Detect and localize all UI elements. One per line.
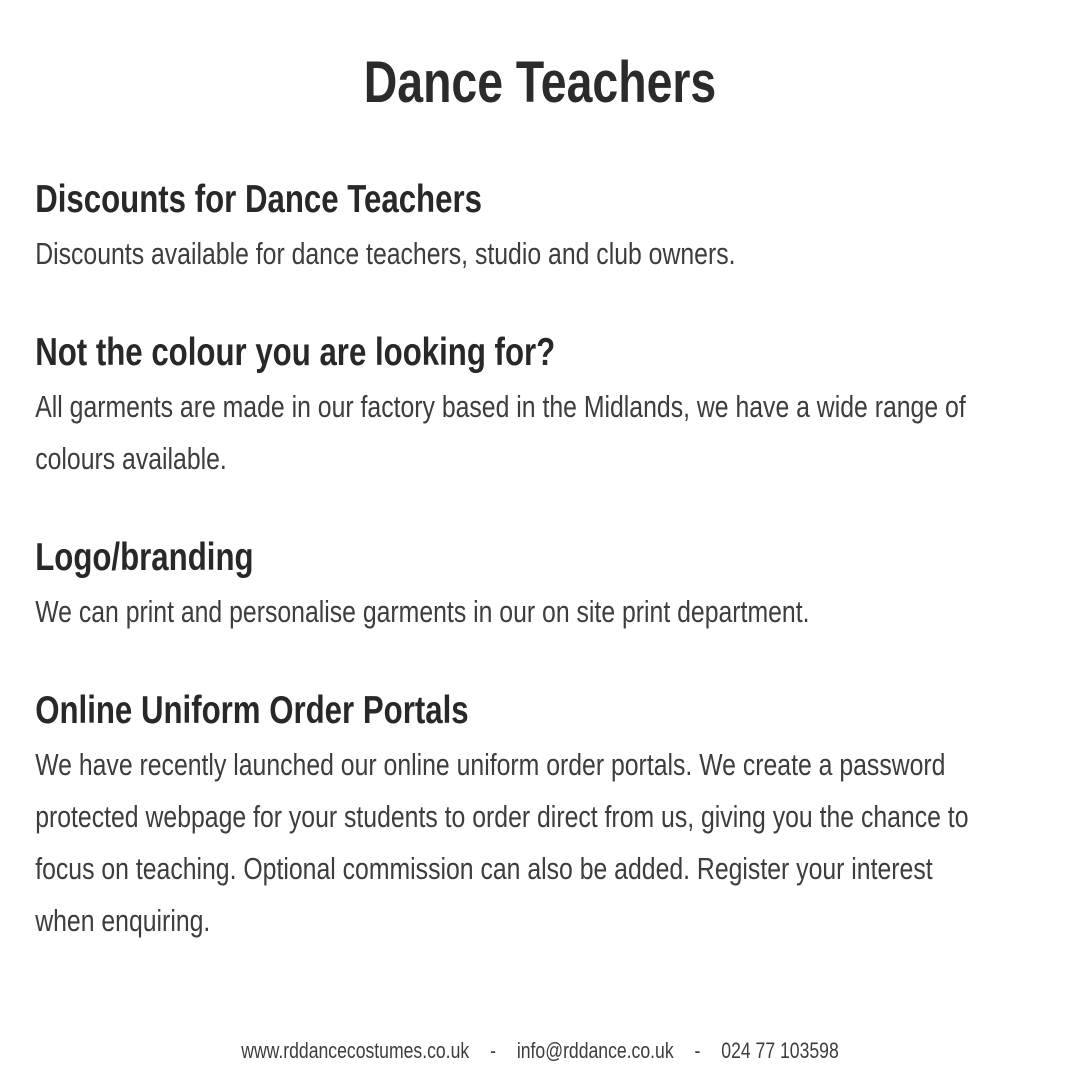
- sections-container: [0, 178, 1080, 947]
- body-line: All garments are made in our factory based in the Midlands, we have a wide range of: [35, 389, 966, 424]
- section-colours: [35, 331, 1045, 485]
- section-body-order-portals: [35, 739, 1045, 947]
- section-body-colours: [35, 381, 1045, 485]
- footer-website: www.rddancecostumes.co.uk: [241, 1038, 470, 1063]
- section-order-portals: [35, 689, 1045, 947]
- body-line: protected webpage for your students to order direct from us, giving you the chance to: [35, 799, 969, 834]
- section-body-discounts: [35, 228, 1045, 280]
- page-title: Dance Teachers: [363, 50, 717, 115]
- section-discounts: [35, 178, 1045, 280]
- body-line: We can print and personalise garments in our on site print department.: [35, 594, 810, 629]
- footer-email: info@rddance.co.uk: [516, 1038, 674, 1063]
- section-heading-logo-branding: Logo/branding: [35, 536, 254, 579]
- footer-phone: 024 77 103598: [721, 1038, 839, 1063]
- body-line: Discounts available for dance teachers, studio and club owners.: [35, 236, 736, 271]
- footer-separator: -: [694, 1038, 701, 1063]
- footer-separator: -: [490, 1038, 496, 1063]
- body-line: focus on teaching. Optional commission can also be added. Register your interest: [35, 851, 933, 886]
- section-heading-order-portals: Online Uniform Order Portals: [35, 689, 469, 732]
- body-line: when enquiring.: [35, 903, 211, 938]
- contact-footer: [0, 1038, 1080, 1064]
- body-line: We have recently launched our online uniform order portals. We create a password: [35, 747, 946, 782]
- body-line: colours available.: [35, 441, 227, 476]
- section-heading-colours: Not the colour you are looking for?: [35, 331, 556, 374]
- section-heading-discounts: Discounts for Dance Teachers: [35, 178, 482, 221]
- section-body-logo-branding: [35, 586, 1045, 638]
- section-logo-branding: [35, 536, 1045, 638]
